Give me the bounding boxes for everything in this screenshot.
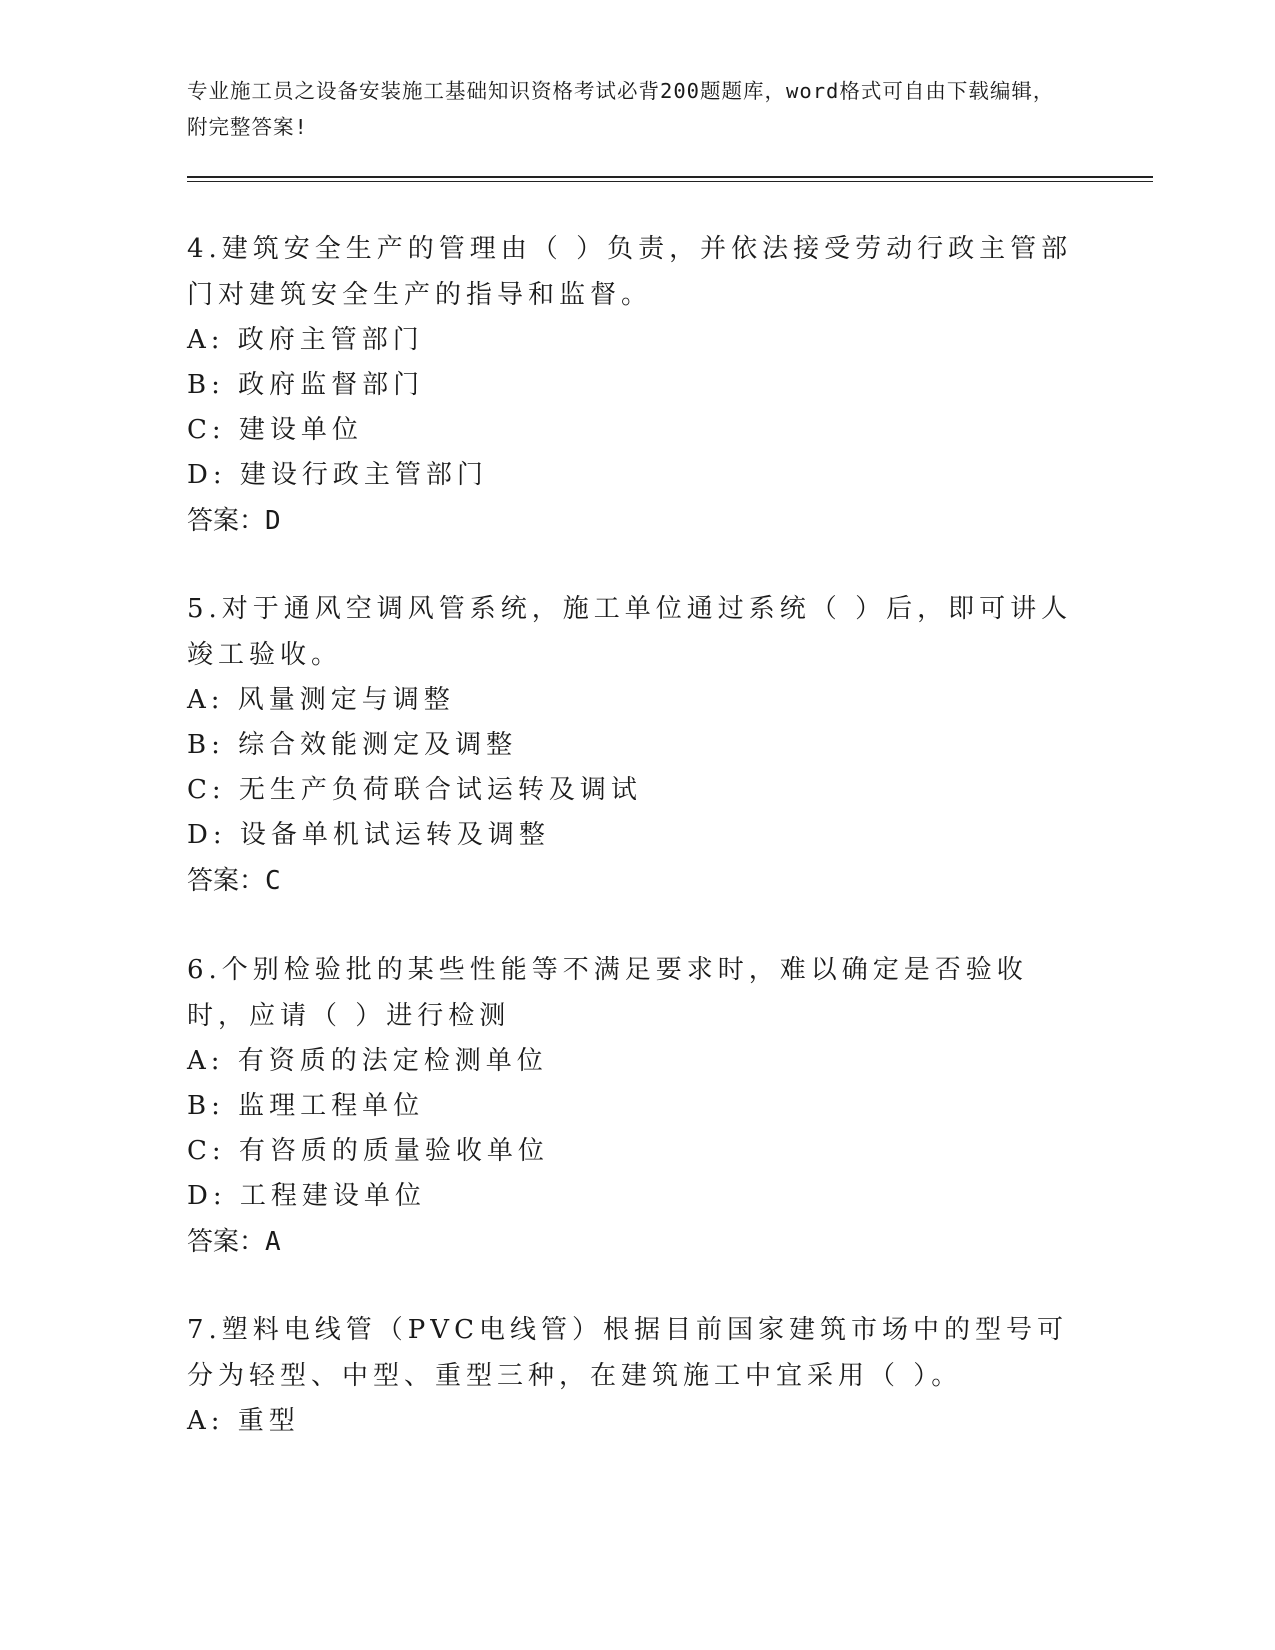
answer-value: D: [265, 506, 281, 536]
answer-label: 答案：: [187, 866, 266, 896]
question-stem: 4.建筑安全生产的管理由（ ）负责，并依法接受劳动行政主管部门对建筑安全生产的指导和监督。: [187, 234, 1073, 310]
option-d: D: 工程建设单位: [187, 1181, 426, 1211]
option-d: D: 设备单机试运转及调整: [187, 820, 550, 850]
option-a: A: 重型: [187, 1406, 300, 1436]
question-stem: 5.对于通风空调风管系统，施工单位通过系统（ ）后，即可讲人竣工验收。: [187, 594, 1073, 670]
option-a: A: 风量测定与调整: [187, 685, 455, 715]
answer-value: C: [265, 866, 281, 896]
option-c: C: 有咨质的质量验收单位: [187, 1136, 549, 1166]
header-divider-thick: [187, 176, 1153, 178]
header-divider-thin: [187, 181, 1153, 182]
question-7: [187, 1307, 1087, 1444]
document-header: 专业施工员之设备安装施工基础知识资格考试必背200题题库，word格式可自由下载编辑，附完整答案!: [187, 79, 1055, 139]
answer: [187, 1219, 1087, 1265]
answer-label: 答案：: [187, 1227, 266, 1257]
question-stem: 7.塑料电线管（PVC电线管）根据目前国家建筑市场中的型号可分为轻型、中型、重型三种，在建筑施工中宜采用（ ）。: [187, 1315, 1068, 1391]
option-d: D: 建设行政主管部门: [187, 460, 488, 490]
option-a: A: 政府主管部门: [187, 325, 424, 355]
option-b: B: 综合效能测定及调整: [187, 730, 518, 760]
question-5: [187, 586, 1087, 904]
option-b: B: 监理工程单位: [187, 1091, 425, 1121]
question-6: [187, 947, 1087, 1265]
option-c: C: 无生产负荷联合试运转及调试: [187, 775, 642, 805]
option-b: B: 政府监督部门: [187, 370, 425, 400]
answer-value: A: [265, 1227, 281, 1257]
answer-label: 答案：: [187, 506, 266, 536]
answer: [187, 858, 1087, 904]
question-4: [187, 226, 1087, 544]
question-stem: 6.个别检验批的某些性能等不满足要求时，难以确定是否验收时，应请（ ）进行检测: [187, 955, 1028, 1031]
option-c: C: 建设单位: [187, 415, 363, 445]
answer: [187, 498, 1087, 544]
option-a: A: 有资质的法定检测单位: [187, 1046, 548, 1076]
